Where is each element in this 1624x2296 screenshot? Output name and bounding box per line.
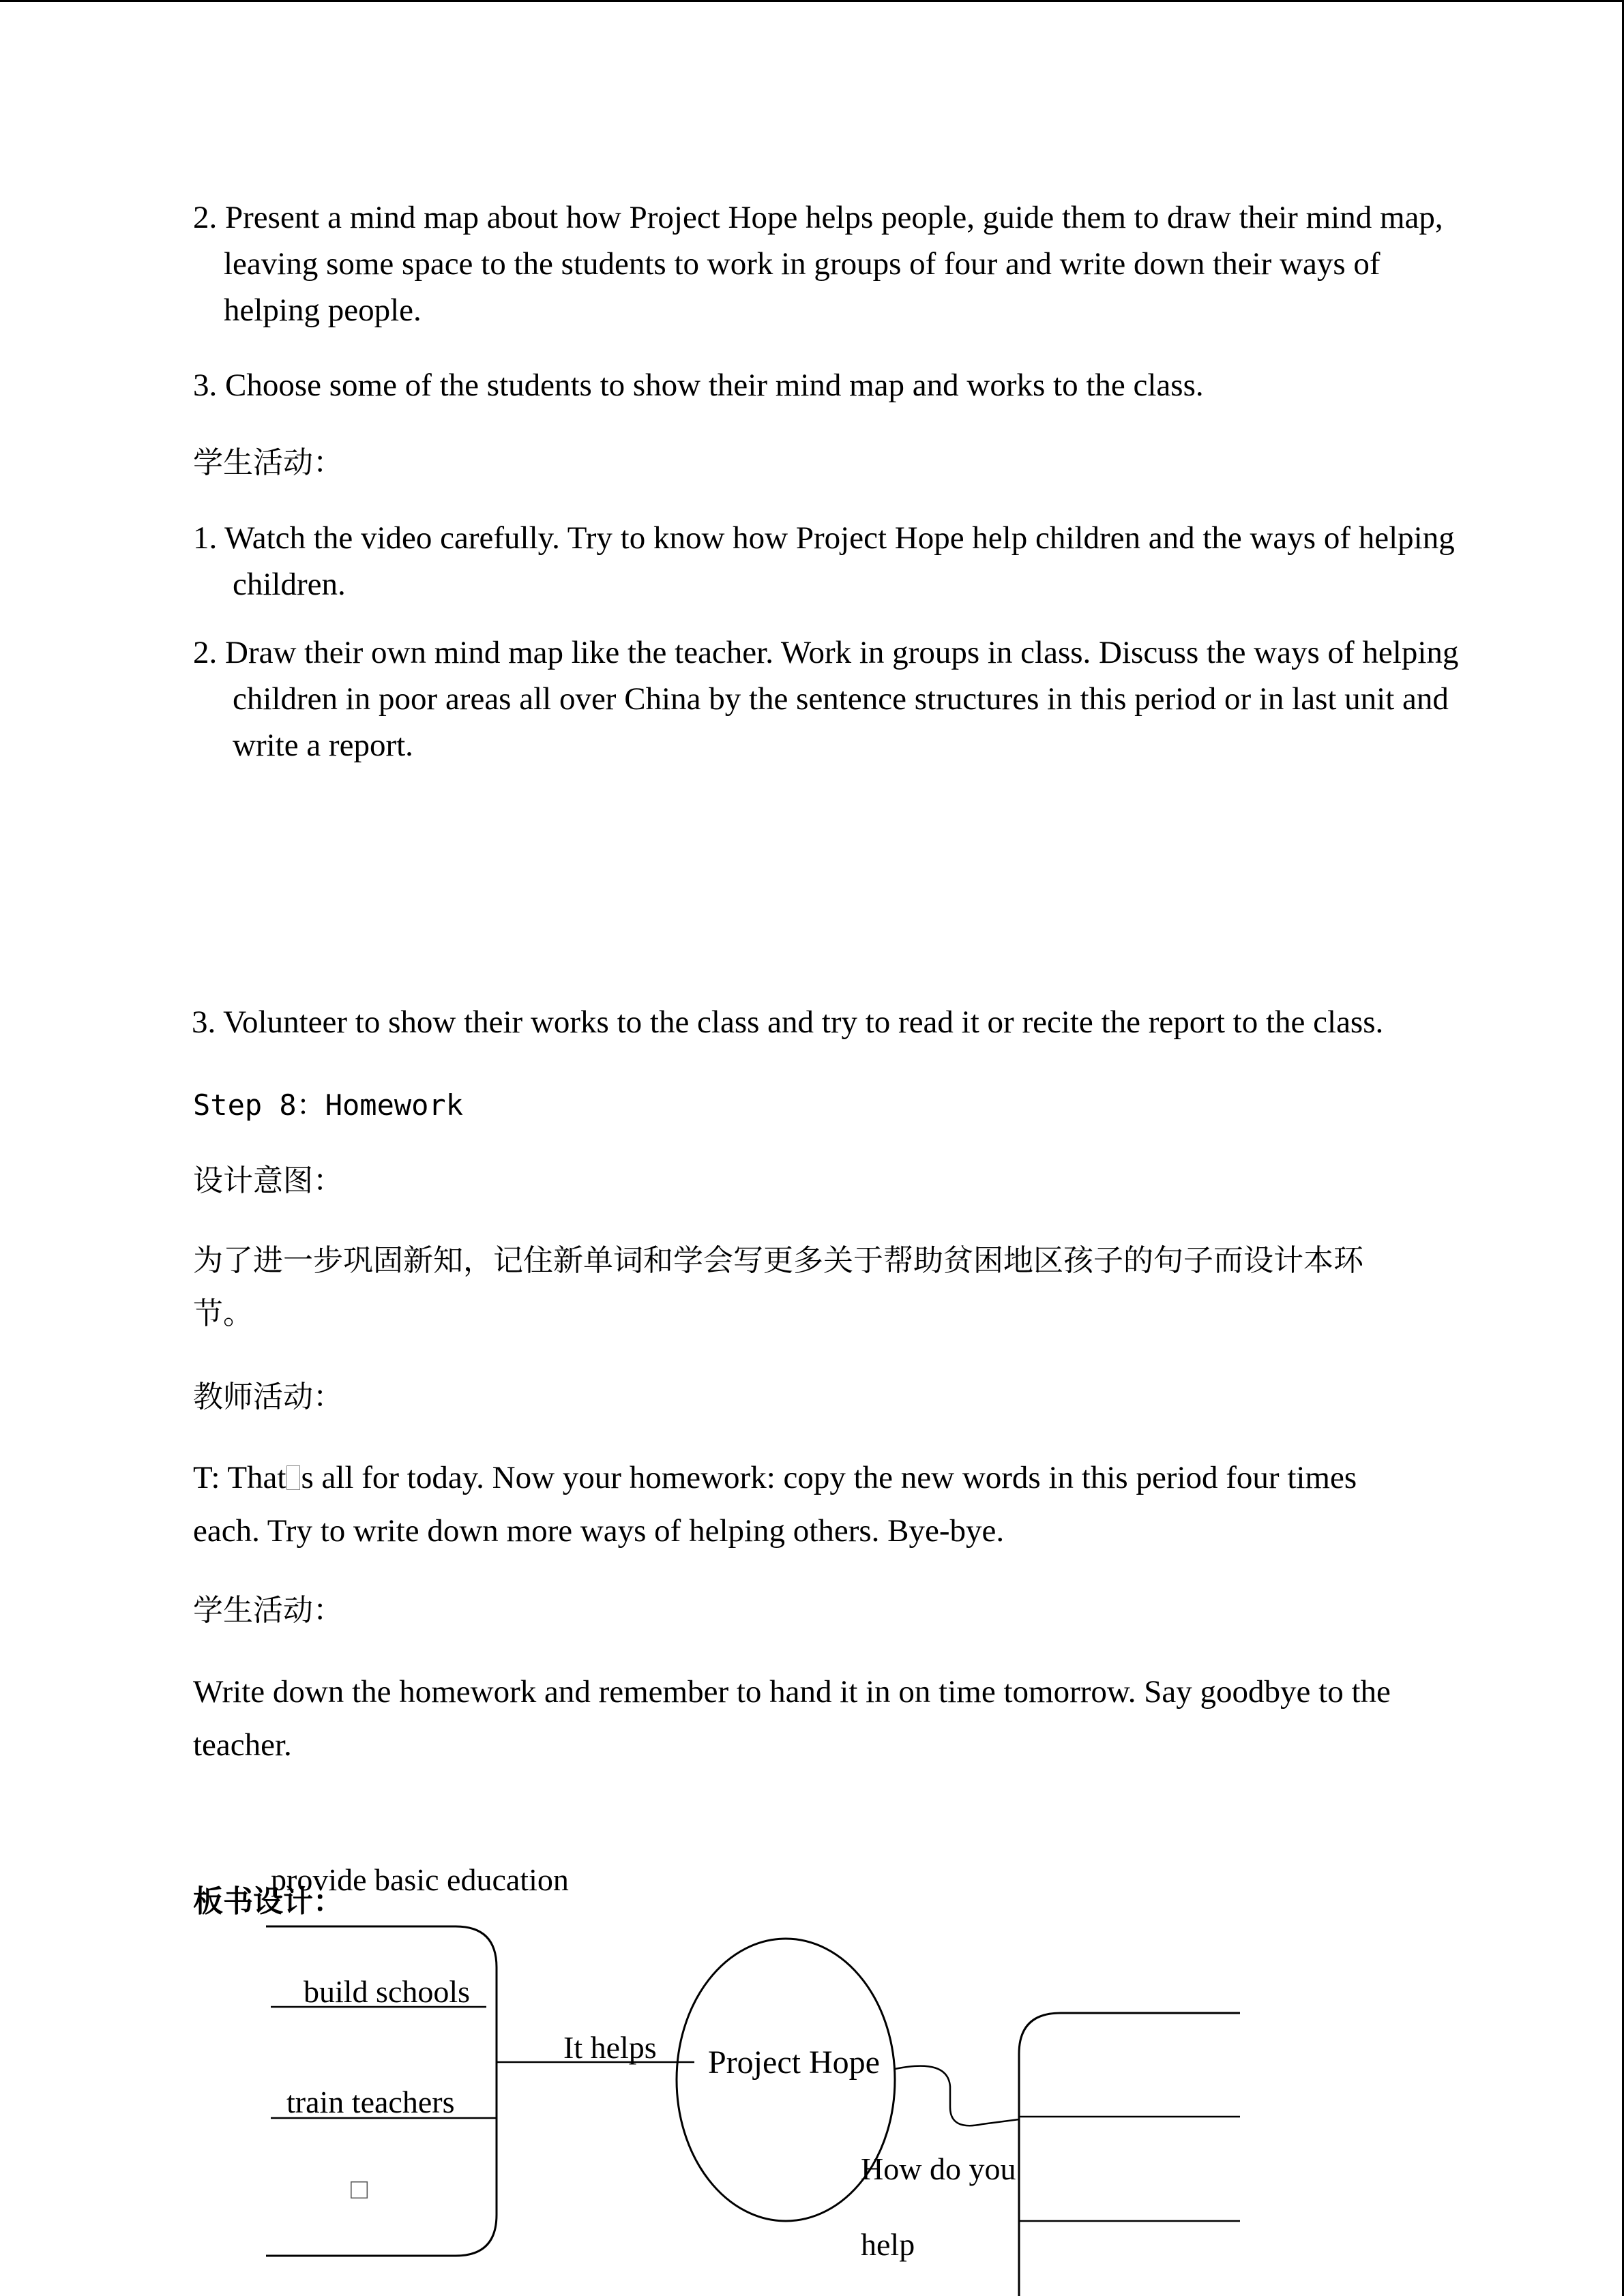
list-text: Volunteer to show their works to the class and try to read it or recite the report to the class. bbox=[223, 1004, 1384, 1040]
connector-label: It helps bbox=[563, 2030, 657, 2065]
list-text: Choose some of the students to show their mind map and works to the class. bbox=[225, 368, 1204, 403]
right-bracket bbox=[1019, 2013, 1240, 2296]
list-number: 3. bbox=[192, 1004, 216, 1040]
list-number: 2. bbox=[193, 200, 218, 235]
student-activity-label-2: 学生活动： bbox=[193, 1593, 343, 1628]
list-text: Present a mind map about how Project Hope helps people, guide them to draw their mind map, leaving some space to the students to work in groups of four and write down their ways of helping people. bbox=[224, 200, 1443, 328]
design-intent-label: 设计意图： bbox=[193, 1163, 343, 1198]
list-text: Watch the video carefully. Try to know how Project Hope help children and the ways of helping children. bbox=[224, 520, 1455, 602]
teacher-step-3 bbox=[193, 362, 1204, 408]
placeholder-box-icon: □ bbox=[351, 2174, 368, 2205]
board-design-heading: 板书设计： bbox=[193, 1884, 343, 1919]
connector-curve bbox=[895, 2066, 1019, 2126]
center-ellipse bbox=[677, 1939, 895, 2221]
page-top-border bbox=[0, 0, 1624, 2]
list-number: 1. bbox=[193, 520, 218, 556]
missing-glyph-icon bbox=[286, 1465, 300, 1490]
student-activity-label: 学生活动： bbox=[193, 445, 343, 480]
student-homework-text: Write down the homework and remember to hand it in on time tomorrow. Say goodbye to the teacher. bbox=[193, 1674, 1391, 1763]
list-text: Draw their own mind map like the teacher. Work in groups in class. Discuss the ways of helping children in poor areas all over China by the sentence structures in this period or in last unit and write a report. bbox=[225, 635, 1459, 763]
left-bracket bbox=[266, 1926, 497, 2256]
question-label-line2: help bbox=[861, 2227, 915, 2262]
student-step-2 bbox=[193, 629, 1467, 769]
design-intent-text: 为了进一步巩固新知，记住新单词和学会写更多关于帮助贫困地区孩子的句子而设计本环节。 bbox=[193, 1243, 1363, 1331]
left-item-build-schools: build schools bbox=[304, 1974, 471, 2009]
list-number: 3. bbox=[193, 368, 218, 403]
list-number: 2. bbox=[193, 635, 218, 670]
left-item-train-teachers: train teachers bbox=[286, 2085, 455, 2119]
mind-map-top-label: provide basic education bbox=[271, 1862, 569, 1897]
teacher-activity-label: 教师活动： bbox=[193, 1380, 343, 1414]
teacher-homework-text: T: That s all for today. Now your homework: copy the new words in this period four times each. Try to write down more ways of helping others. Bye-bye. bbox=[193, 1460, 1357, 1549]
student-step-1 bbox=[193, 515, 1467, 608]
center-label: Project Hope bbox=[708, 2044, 880, 2081]
question-label-line1: How do you bbox=[861, 2151, 1016, 2186]
step8-heading: Step 8：Homework bbox=[193, 1088, 464, 1122]
student-step-3 bbox=[192, 999, 1383, 1045]
teacher-step-2 bbox=[193, 194, 1451, 333]
